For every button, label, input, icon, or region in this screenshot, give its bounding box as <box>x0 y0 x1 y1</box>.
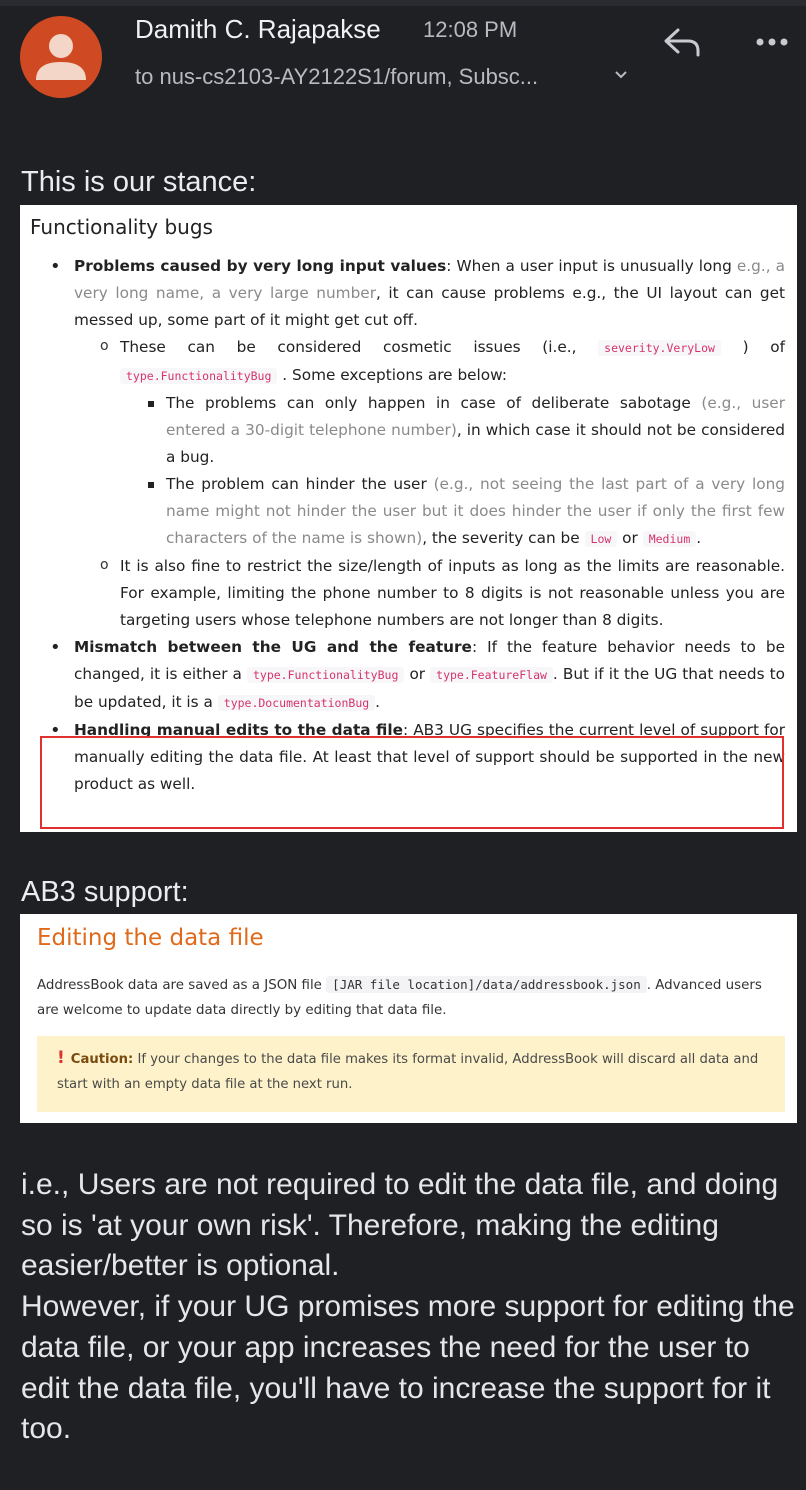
recipients[interactable]: to nus-cs2103-AY2122S1/forum, Subsc... <box>135 64 539 89</box>
file-path: [JAR file location]/data/addressbook.json <box>326 976 647 993</box>
stance-title: Functionality bugs <box>30 215 213 239</box>
ab3-title: Editing the data file <box>37 925 264 951</box>
warning-icon: ! <box>57 1048 65 1068</box>
closing-paragraph: However, if your UG promises more support for editing the data file, or your app increases the need for the user to edit the data file, you'll have to increase the support for it too. <box>21 1290 795 1446</box>
ab3-screenshot <box>20 914 797 1123</box>
reply-icon[interactable] <box>660 22 704 62</box>
list-item: • Problems caused by very long input values: When a user input is unusually long e.g., a very long name, a very large number, it can cause problems e.g., the UI layout can get messed up, some part of it might get cut off. o These can be considered cosmetic issues (i.e., severity.VeryLow ) of type.FunctionalityBug . Some exceptions are below: The problems can only happen in case of deliberate sabotage (e.g., user entered a 30-digit telephone number), in which case it should not be considered a bug. The problem can hinder the user (e.g., not seeing the last part of a very long name might not hinder the user but it does hinder the user if only the first few characters of the name is shown), the severity can be Low or Medium . o It is also fine to restrict the size/length of inputs as long as the limits are reasonable. For example, limiting the phone number to 8 digits is not reasonable unless you are targeting users whose telephone numbers are not longer than 8 digits. <box>30 253 785 634</box>
intro-text: This is our stance: <box>21 166 257 198</box>
list-item: • Mismatch between the UG and the feature: If the feature behavior needs to be changed, it is either a type.FunctionalityBug or type.FeatureFlaw . But if it the UG that needs to be updated, it is a type.DocumentationBug . <box>30 634 785 717</box>
person-icon[interactable] <box>20 16 102 98</box>
stance-screenshot <box>20 205 797 832</box>
more-icon[interactable] <box>750 22 794 62</box>
closing-paragraph: i.e., Users are not required to edit the data file, and doing so is 'at your own risk'. Therefore, making the editing easier/better is optional. <box>21 1168 779 1283</box>
chevron-down-icon[interactable] <box>612 66 630 84</box>
closing-text <box>21 1165 801 1450</box>
sender-name[interactable]: Damith C. Rajapakse <box>135 14 381 44</box>
list-item: The problems can only happen in case of deliberate sabotage (e.g., user entered a 30-digit telephone number), in which case it should not be considered a bug. <box>120 390 785 471</box>
ab3-text: AddressBook data are saved as a JSON file [JAR file location]/data/addressbook.json . Advanced users are welcome to update data directly by editing that data file. <box>37 977 762 1018</box>
list-item: o These can be considered cosmetic issues (i.e., severity.VeryLow ) of type.FunctionalityBug . Some exceptions are below: The problems can only happen in case of deliberate sabotage (e.g., user entered a 30-digit telephone number), in which case it should not be considered a bug. The problem can hinder the user (e.g., not seeing the last part of a very long name might not hinder the user but it does hinder the user if only the first few characters of the name is shown), the severity can be Low or Medium . <box>74 334 785 553</box>
message-header <box>0 0 806 130</box>
list-item: The problem can hinder the user (e.g., not seeing the last part of a very long name might not hinder the user but it does hinder the user if only the first few characters of the name is shown), the severity can be Low or Medium . <box>120 471 785 553</box>
list-item: • Handling manual edits to the data file: AB3 UG specifies the current level of support for manually editing the data file. At least that level of support should be supported in the new product as well. <box>30 717 785 798</box>
list-item: o It is also fine to restrict the size/length of inputs as long as the limits are reasonable. For example, limiting the phone number to 8 digits is not reasonable unless you are targeting users whose telephone numbers are not longer than 8 digits. <box>74 553 785 634</box>
ab3-label: AB3 support: <box>21 876 189 908</box>
stance-body <box>30 253 785 798</box>
message-time: 12:08 PM <box>423 17 518 42</box>
caution-box: ! Caution: If your changes to the data file makes its format invalid, AddressBook will discard all data and start with an empty data file at the next run. <box>37 1036 785 1112</box>
